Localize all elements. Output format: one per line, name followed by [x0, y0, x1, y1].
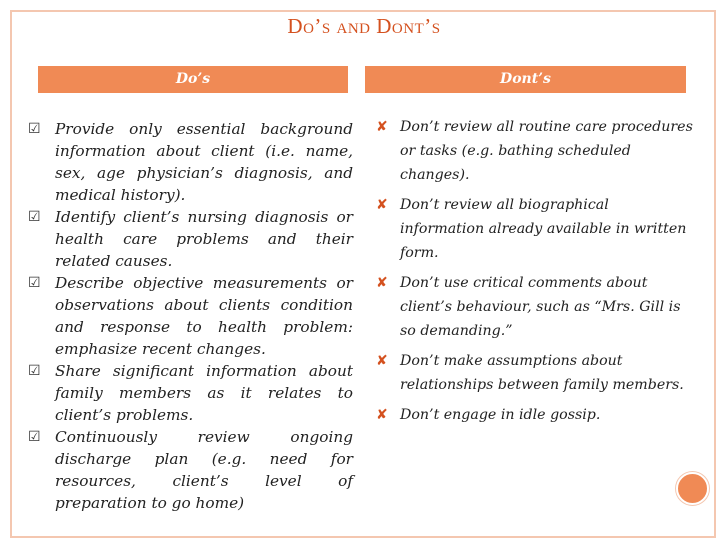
list-item: [28, 272, 353, 360]
list-item: [376, 193, 696, 265]
donts-header: Dont’s: [365, 66, 686, 93]
list-item: [376, 271, 696, 343]
dont-item-text: Don’t review all biographical information already available in written form.: [400, 197, 687, 261]
checkbox-checked-icon: ☑: [28, 209, 41, 225]
dos-header: Do’s: [38, 66, 348, 93]
do-item-text: Share significant information about family members as it relates to client’s problems.: [55, 362, 353, 424]
do-item-text: Provide only essential background information about client (i.e. name, sex, age physician’s diagnosis, and medical history).: [55, 120, 353, 204]
cross-icon: ✘: [376, 119, 388, 135]
do-item-text: Describe objective measurements or observations about clients condition and response to health problem: emphasize recent changes.: [55, 274, 353, 358]
do-item-text: Continuously review ongoing discharge plan (e.g. need for resources, client’s level of preparation to go home): [55, 428, 353, 512]
dont-item-text: Don’t make assumptions about relationships between family members.: [400, 353, 684, 393]
checkbox-checked-icon: ☑: [28, 363, 41, 379]
cross-icon: ✘: [376, 197, 388, 213]
cross-icon: ✘: [376, 275, 388, 291]
checkbox-checked-icon: ☑: [28, 275, 41, 291]
donts-list: [376, 115, 696, 434]
dos-list: [28, 118, 353, 514]
dont-item-text: Don’t use critical comments about client’s behaviour, such as “Mrs. Gill is so demanding.”: [400, 275, 681, 339]
list-item: [28, 206, 353, 272]
list-item: [376, 403, 696, 428]
checkbox-checked-icon: ☑: [28, 429, 41, 445]
list-item: [28, 360, 353, 426]
dont-item-text: Don’t engage in idle gossip.: [400, 407, 601, 423]
cross-icon: ✘: [376, 407, 388, 423]
list-item: [28, 426, 353, 514]
checkbox-checked-icon: ☑: [28, 121, 41, 137]
do-item-text: Identify client’s nursing diagnosis or health care problems and their related causes.: [55, 208, 353, 270]
list-item: [376, 115, 696, 187]
decorative-circle-icon: [676, 472, 709, 505]
list-item: [376, 349, 696, 397]
slide-title: Do’s and Dont’s: [287, 14, 441, 38]
cross-icon: ✘: [376, 353, 388, 369]
list-item: [28, 118, 353, 206]
dont-item-text: Don’t review all routine care procedures or tasks (e.g. bathing scheduled changes).: [400, 119, 693, 183]
